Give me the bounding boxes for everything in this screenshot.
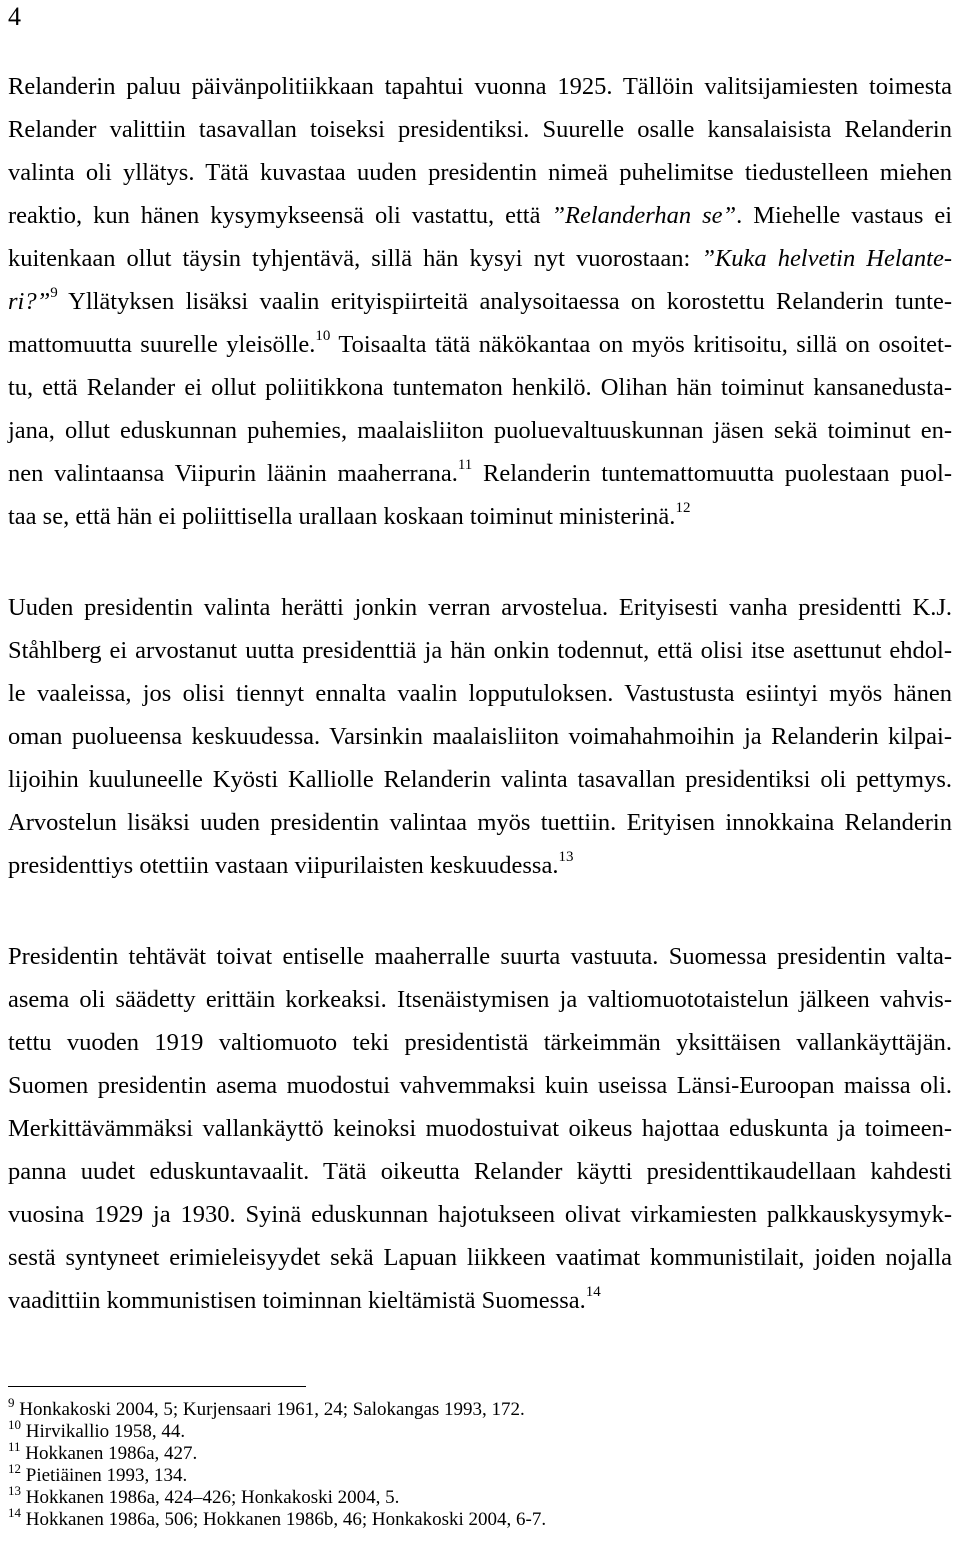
- footnote: [8, 1439, 198, 1465]
- text-line: [8, 459, 952, 489]
- text-line: tu, että Relander ei ollut poliitikkona tuntematon henkilö. Olihan hän toiminut kansanedusta-: [8, 374, 952, 401]
- footnote-text: Hokkanen 1986a, 424–426; Honkakoski 2004, 5.: [21, 1487, 400, 1508]
- text-run: reaktio, kun hänen kysymykseensä oli vastattu, että: [8, 202, 552, 229]
- footnote-ref[interactable]: 11: [457, 457, 473, 473]
- text-line: le vaaleissa, jos olisi tiennyt ennalta vaalin lopputuloksen. Vastustusta esiintyi myös hänen: [8, 680, 952, 707]
- footnote-ref[interactable]: 14: [585, 1284, 601, 1300]
- footnote-number: 13: [8, 1483, 21, 1498]
- footnote-ref[interactable]: 13: [558, 849, 574, 865]
- text-run: Toisaalta tätä näkökantaa on myös kritisoitu, sillä on osoitet-: [330, 331, 952, 358]
- footnote-number: 14: [8, 1505, 21, 1520]
- text-line: lijoihin kuuluneelle Kyösti Kalliolle Relanderin valinta tasavallan presidentiksi oli pettymys.: [8, 766, 952, 793]
- text-line: Merkittävämmäksi vallankäyttö keinoksi muodostuivat oikeus hajottaa eduskunta ja toimeen-: [8, 1115, 952, 1142]
- page-number: 4: [8, 2, 21, 31]
- text-line: [8, 1286, 952, 1316]
- footnote-ref[interactable]: 9: [50, 285, 58, 301]
- text-line: [8, 502, 952, 532]
- text-line: sestä syntyneet erimieleisyydet sekä Lapuan liikkeen vaatimat kommunistilait, joiden nojalla: [8, 1244, 952, 1271]
- text-run: nen valintaansa Viipurin läänin maaherrana.: [8, 460, 458, 487]
- text-run: . Miehelle vastaus ei: [736, 202, 953, 229]
- text-run: mattomuutta suurelle yleisölle.: [8, 331, 316, 358]
- text-line: Relanderin paluu päivänpolitiikkaan tapahtui vuonna 1925. Tällöin valitsijamiesten toimesta: [8, 73, 952, 100]
- footnote: [8, 1395, 525, 1421]
- quoted-answer: ”Relanderhan se”: [551, 202, 737, 229]
- text-line: Ståhlberg ei arvostanut uutta presidenttiä ja hän onkin todennut, että olisi itse asettunut ehdol-: [8, 637, 952, 664]
- footnote-text: Hirvikallio 1958, 44.: [21, 1421, 186, 1442]
- text-line: [8, 330, 952, 360]
- text-line: Uuden presidentin valinta herätti jonkin verran arvostelua. Erityisesti vanha presidentti K.J.: [8, 594, 952, 621]
- footnote: [8, 1505, 547, 1531]
- footnote-number: 11: [8, 1439, 21, 1454]
- text-line: valinta oli yllätys. Tätä kuvastaa uuden presidentin nimeä puhelimitse tiedustelleen miehen: [8, 159, 952, 186]
- footnote: [8, 1483, 400, 1509]
- text-line: panna uudet eduskuntavaalit. Tätä oikeutta Relander käytti presidenttikaudellaan kahdesti: [8, 1158, 952, 1185]
- text-run: presidenttiys otettiin vastaan viipurilaisten keskuudessa.: [8, 852, 559, 879]
- footnote-text: Hokkanen 1986a, 506; Hokkanen 1986b, 46; Honkakoski 2004, 6-7.: [21, 1509, 547, 1530]
- text-line: [8, 244, 952, 274]
- text-line: Presidentin tehtävät toivat entiselle maaherralle suurta vastuuta. Suomessa presidentin valta-: [8, 943, 952, 970]
- footnote-text: Honkakoski 2004, 5; Kurjensaari 1961, 24; Salokangas 1993, 172.: [14, 1399, 525, 1420]
- quoted-question-end: ri?”: [8, 288, 51, 315]
- footnote: [8, 1461, 188, 1487]
- text-line: vuosina 1929 ja 1930. Syinä eduskunnan hajotukseen olivat virkamiesten palkkauskysymyk-: [8, 1201, 952, 1228]
- text-line: Relander valittiin tasavallan toiseksi presidentiksi. Suurelle osalle kansalaisista Relanderin: [8, 116, 952, 143]
- text-run: taa se, että hän ei poliittisella urallaan koskaan toiminut ministerinä.: [8, 503, 676, 530]
- text-line: Suomen presidentin asema muodostui vahvemmaksi kuin useissa Länsi-Euroopan maissa oli.: [8, 1072, 952, 1099]
- text-line: jana, ollut eduskunnan puhemies, maalaisliiton puoluevaltuuskunnan jäsen sekä toiminut en-: [8, 417, 952, 444]
- text-line: [8, 287, 952, 317]
- footnote-number: 9: [8, 1395, 15, 1410]
- footnote-ref[interactable]: 10: [315, 328, 331, 344]
- footnote-separator: [8, 1386, 306, 1387]
- footnote-text: Hokkanen 1986a, 427.: [20, 1443, 198, 1464]
- text-run: kuitenkaan ollut täysin tyhjentävä, sillä hän kysyi nyt vuorostaan:: [8, 245, 702, 272]
- footnote-ref[interactable]: 12: [675, 500, 691, 516]
- text-run: Yllätyksen lisäksi vaalin erityispiirteitä analysoitaessa on korostettu Relanderin tunte-: [57, 288, 952, 315]
- text-line: oman puolueensa keskuudessa. Varsinkin maalaisliiton voimahahmoihin ja Relanderin kilpai-: [8, 723, 952, 750]
- text-run: Relanderin tuntemattomuutta puolestaan puol-: [472, 460, 952, 487]
- quoted-question: ”Kuka helvetin Helante-: [701, 245, 952, 272]
- footnote-number: 12: [8, 1461, 21, 1476]
- text-line: tettu vuoden 1919 valtiomuoto teki presidentistä tärkeimmän yksittäisen vallankäyttäjän.: [8, 1029, 952, 1056]
- text-line: [8, 201, 952, 231]
- text-line: asema oli säädetty erittäin korkeaksi. Itsenäistymisen ja valtiomuototaistelun jälkeen vahvis-: [8, 986, 952, 1013]
- text-run: vaadittiin kommunistisen toiminnan kieltämistä Suomessa.: [8, 1287, 586, 1314]
- text-line: Arvostelun lisäksi uuden presidentin valintaa myös tuettiin. Erityisen innokkaina Relanderin: [8, 809, 952, 836]
- footnote-number: 10: [8, 1417, 21, 1432]
- footnote-text: Pietiäinen 1993, 134.: [21, 1465, 188, 1486]
- text-line: [8, 851, 952, 881]
- footnote: [8, 1417, 186, 1443]
